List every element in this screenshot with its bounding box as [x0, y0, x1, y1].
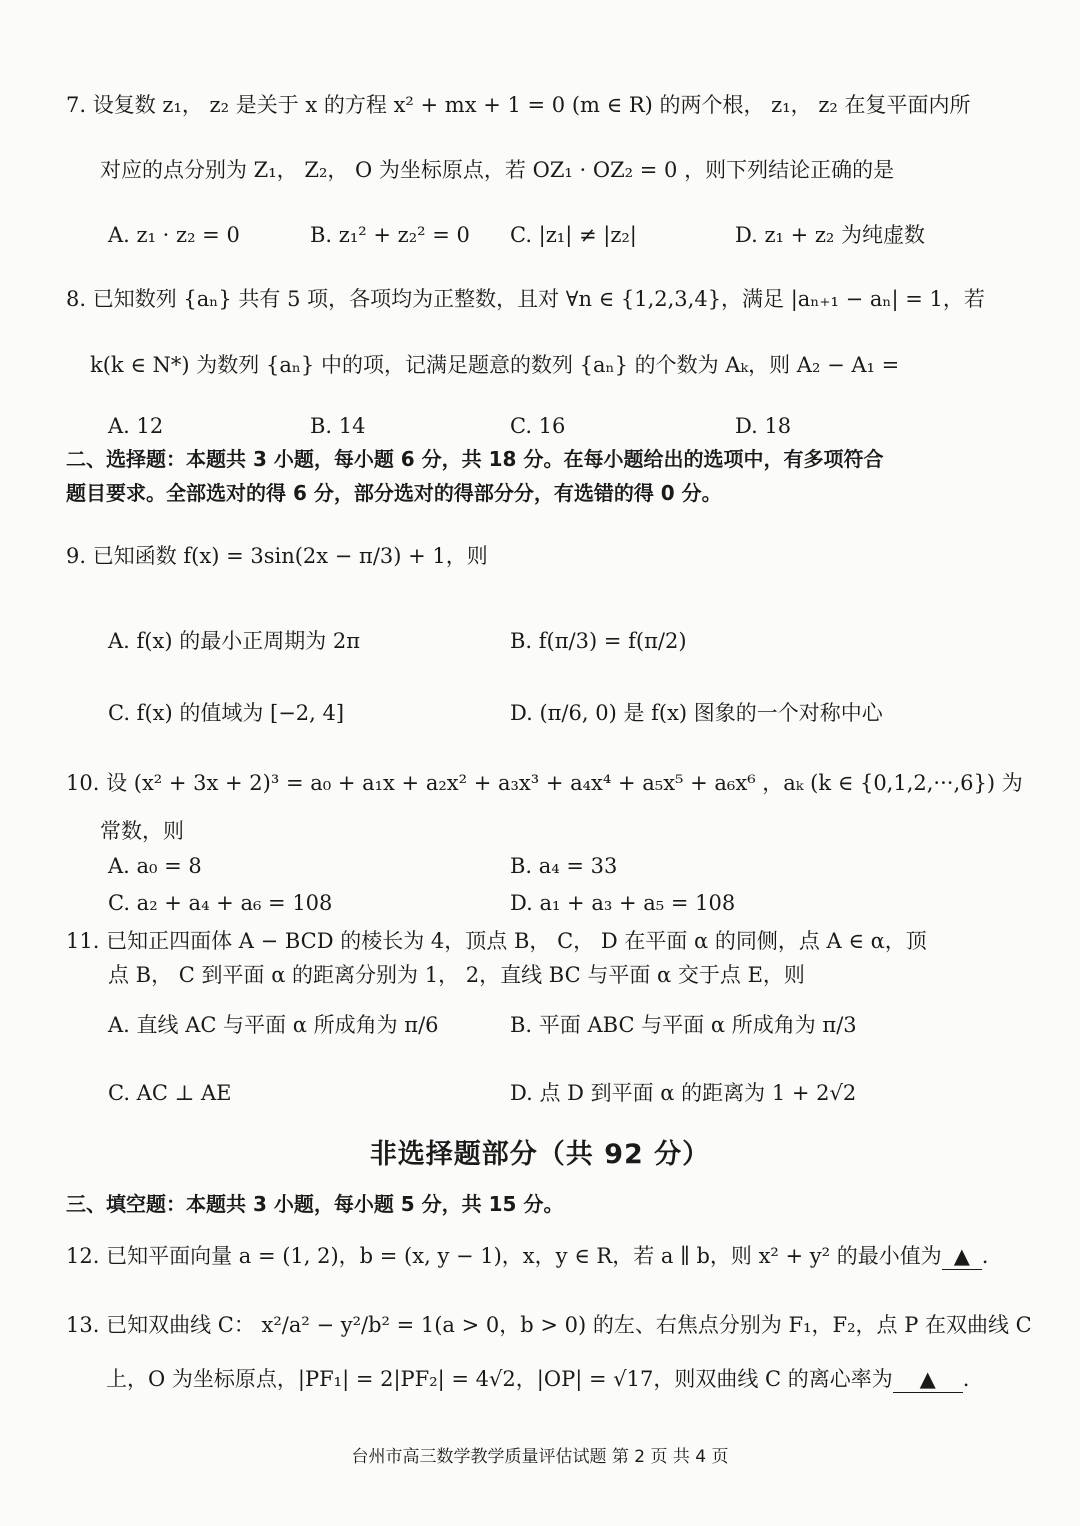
q9-option-d: D. (π/6, 0) 是 f(x) 图象的一个对称中心: [510, 701, 883, 725]
q9-option-b: B. f(π/3) = f(π/2): [510, 629, 687, 653]
q7-option-c: C. |z₁| ≠ |z₂|: [510, 223, 637, 247]
q12-end: .: [981, 1244, 989, 1268]
section-2-heading-line1: 二、选择题：本题共 3 小题，每小题 6 分，共 18 分。在每小题给出的选项中，有多项符合: [66, 447, 884, 471]
q7-option-b: B. z₁² + z₂² = 0: [310, 223, 470, 247]
q13-line2: [106, 1366, 969, 1393]
q10-line1: 10. 设 (x² + 3x + 2)³ = a₀ + a₁x + a₂x² + a₃x³ + a₄x⁴ + a₅x⁵ + a₆x⁶ ，aₖ (k ∈ {0,1,2,···,6}) 为: [66, 771, 1023, 795]
q7-line1: 7. 设复数 z₁， z₂ 是关于 x 的方程 x² + mx + 1 = 0 (m ∈ R) 的两个根， z₁， z₂ 在复平面内所: [66, 93, 971, 117]
q8-option-b: B. 14: [310, 414, 366, 438]
q13-answer-blank: ▲: [893, 1366, 963, 1393]
q13-text: 上，O 为坐标原点，|PF₁| = 2|PF₂| = 4√2，|OP| = √17，则双曲线 C 的离心率为: [106, 1367, 893, 1391]
q11-option-b: B. 平面 ABC 与平面 α 所成角为 π/3: [510, 1013, 857, 1037]
q13-line1: 13. 已知双曲线 C： x²/a² − y²/b² = 1(a > 0，b > 0) 的左、右焦点分别为 F₁，F₂，点 P 在双曲线 C: [66, 1313, 1032, 1337]
q11-line2: 点 B， C 到平面 α 的距离分别为 1， 2，直线 BC 与平面 α 交于点 E，则: [108, 963, 805, 987]
q8-line1: 8. 已知数列 {aₙ} 共有 5 项，各项均为正整数，且对 ∀n ∈ {1,2,3,4}，满足 |aₙ₊₁ − aₙ| = 1，若: [66, 287, 985, 311]
q7-option-a: A. z₁ · z₂ = 0: [108, 223, 240, 247]
q13-end: .: [962, 1367, 970, 1391]
q9-option-a: A. f(x) 的最小正周期为 2π: [108, 629, 361, 653]
q10-option-d: D. a₁ + a₃ + a₅ = 108: [510, 891, 736, 915]
section-2-heading-line2: 题目要求。全部选对的得 6 分，部分选对的得部分分，有选错的得 0 分。: [66, 481, 722, 505]
q12-answer-blank: ▲: [942, 1243, 982, 1270]
q10-line2: 常数，则: [100, 819, 184, 843]
q9-option-c: C. f(x) 的值域为 [−2, 4]: [108, 701, 345, 725]
section-3-heading: 三、填空题：本题共 3 小题，每小题 5 分，共 15 分。: [66, 1192, 564, 1216]
q11-line1: 11. 已知正四面体 A − BCD 的棱长为 4，顶点 B， C， D 在平面 α 的同侧，点 A ∈ α，顶: [66, 929, 927, 953]
q11-option-c: C. AC ⊥ AE: [108, 1081, 232, 1105]
part-title: 非选择题部分（共 92 分）: [369, 1139, 711, 1170]
q11-option-a: A. 直线 AC 与平面 α 所成角为 π/6: [108, 1013, 439, 1037]
q12-text: 12. 已知平面向量 a = (1, 2)，b = (x, y − 1)，x，y ∈ R，若 a ∥ b，则 x² + y² 的最小值为: [66, 1244, 942, 1268]
q8-option-a: A. 12: [108, 414, 164, 438]
q10-option-a: A. a₀ = 8: [108, 854, 202, 878]
q12-line: [66, 1243, 988, 1270]
page-footer: 台州市高三数学教学质量评估试题 第 2 页 共 4 页: [351, 1447, 729, 1467]
q7-option-d: D. z₁ + z₂ 为纯虚数: [735, 223, 926, 247]
q9-stem: 9. 已知函数 f(x) = 3sin(2x − π/3) + 1，则: [66, 544, 488, 568]
q8-line2: k(k ∈ N*) 为数列 {aₙ} 中的项，记满足题意的数列 {aₙ} 的个数为 Aₖ，则 A₂ − A₁ =: [90, 353, 900, 377]
q10-option-c: C. a₂ + a₄ + a₆ = 108: [108, 891, 333, 915]
q11-option-d: D. 点 D 到平面 α 的距离为 1 + 2√2: [510, 1081, 857, 1105]
q7-line2: 对应的点分别为 Z₁， Z₂， O 为坐标原点，若 OZ₁ · OZ₂ = 0 ，则下列结论正确的是: [100, 158, 895, 182]
q10-option-b: B. a₄ = 33: [510, 854, 618, 878]
q8-option-d: D. 18: [735, 414, 792, 438]
q8-option-c: C. 16: [510, 414, 566, 438]
